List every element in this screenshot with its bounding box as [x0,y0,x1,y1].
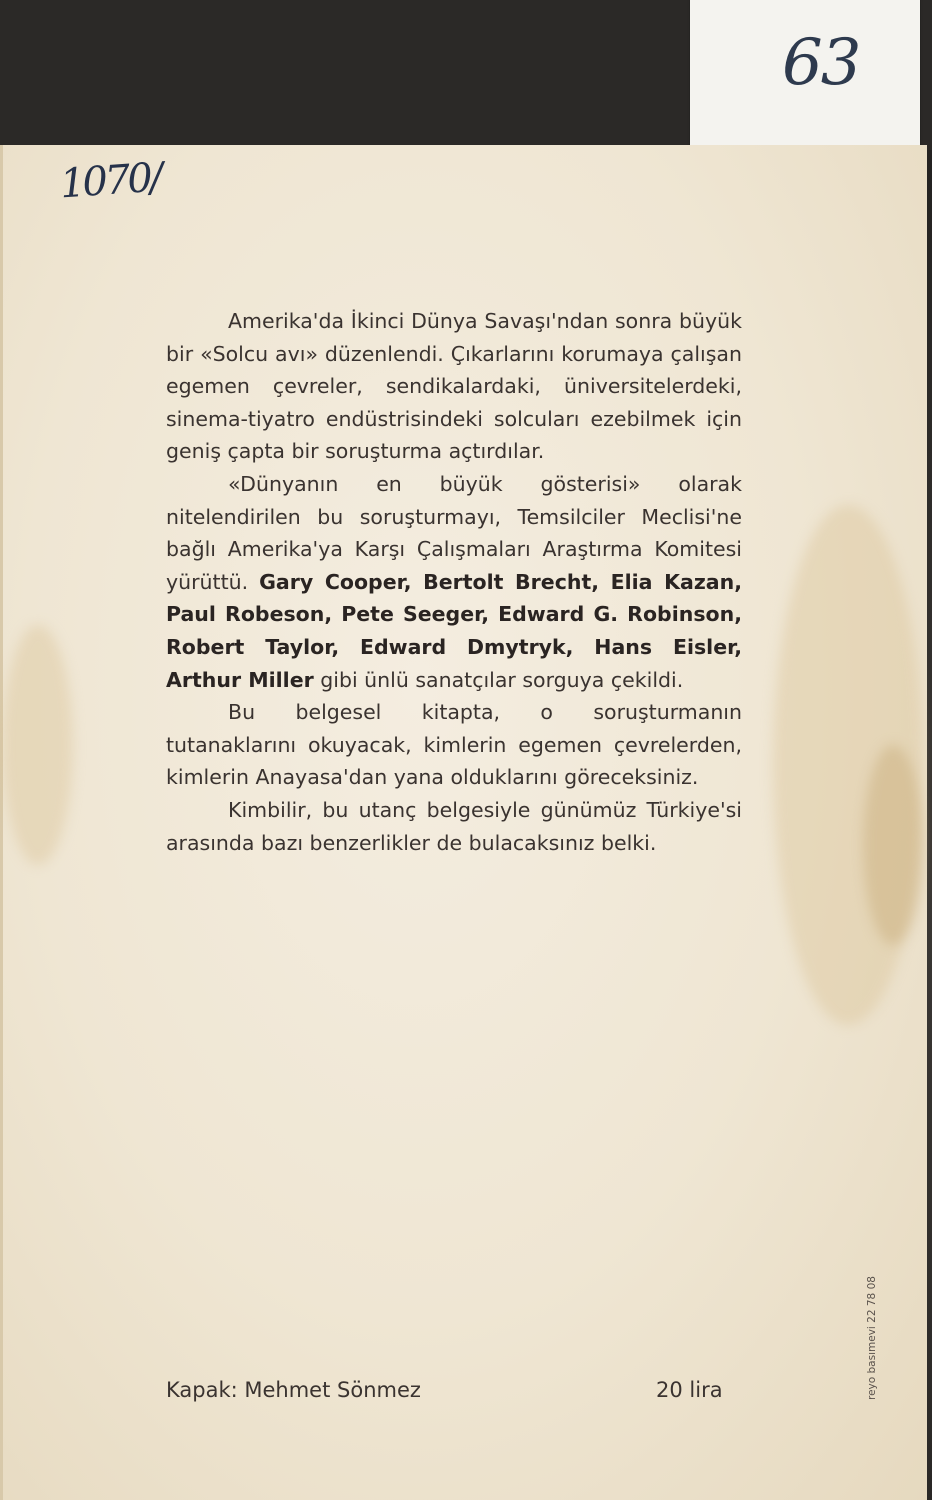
paragraph-text: gibi ünlü sanatçılar sorguya çekildi. [313,667,684,692]
paragraph-text: «Dünyanın en büyük gösterisi» olarak nitelendirilen bu soruşturmayı, Temsilciler Meclisi'ne bağlı Amerika'ya Karşı Çalışmaları Araştırma Komitesi yürüttü. [166,471,742,594]
paper-stain [863,745,923,945]
printer-imprint: reyo basımevi 22 78 08 [866,1276,878,1400]
price: 20 lira [656,1378,723,1402]
inventory-number: 1070/ [58,154,162,208]
paragraph-text: Bu belgesel kitapta, o soruşturmanın tutanaklarını okuyacak, kimlerin egemen çevrelerden, kimlerin Anayasa'dan yana olduklarını göreceksiniz. [166,700,742,790]
paragraph-text: Amerika'da İkinci Dünya Savaşı'ndan sonra büyük bir «Solcu avı» düzenlendi. Çıkarlarını korumaya çalışan egemen çevreler, sendikalardaki, üniversitelerdeki, sinema-tiyatro endüstrisindeki solcuları ezebilmek için geniş çapta bir soruşturma açtırdılar. [166,309,742,464]
paragraph-text: Kimbilir, bu utanç belgesiyle günümüz Türkiye'si arasında bazı benzerlikler de bulacaksınız belki. [166,797,742,855]
blurb-paragraph [166,305,742,468]
blurb-paragraph [166,468,742,696]
sticky-note [690,0,920,150]
handwritten-mark: 63 [782,26,860,100]
cover-credit: Kapak: Mehmet Sönmez [166,1378,421,1402]
artist-names: Gary Cooper, Bertolt Brecht, Elia Kazan, Paul Robeson, Pete Seeger, Edward G. Robinson, Robert Taylor, Edward Dmytryk, Hans Eisler, Arthur Miller [166,569,742,692]
blurb-paragraph [166,696,742,794]
blurb-text [166,305,742,859]
blurb-paragraph [166,794,742,859]
paper-stain [3,625,73,865]
